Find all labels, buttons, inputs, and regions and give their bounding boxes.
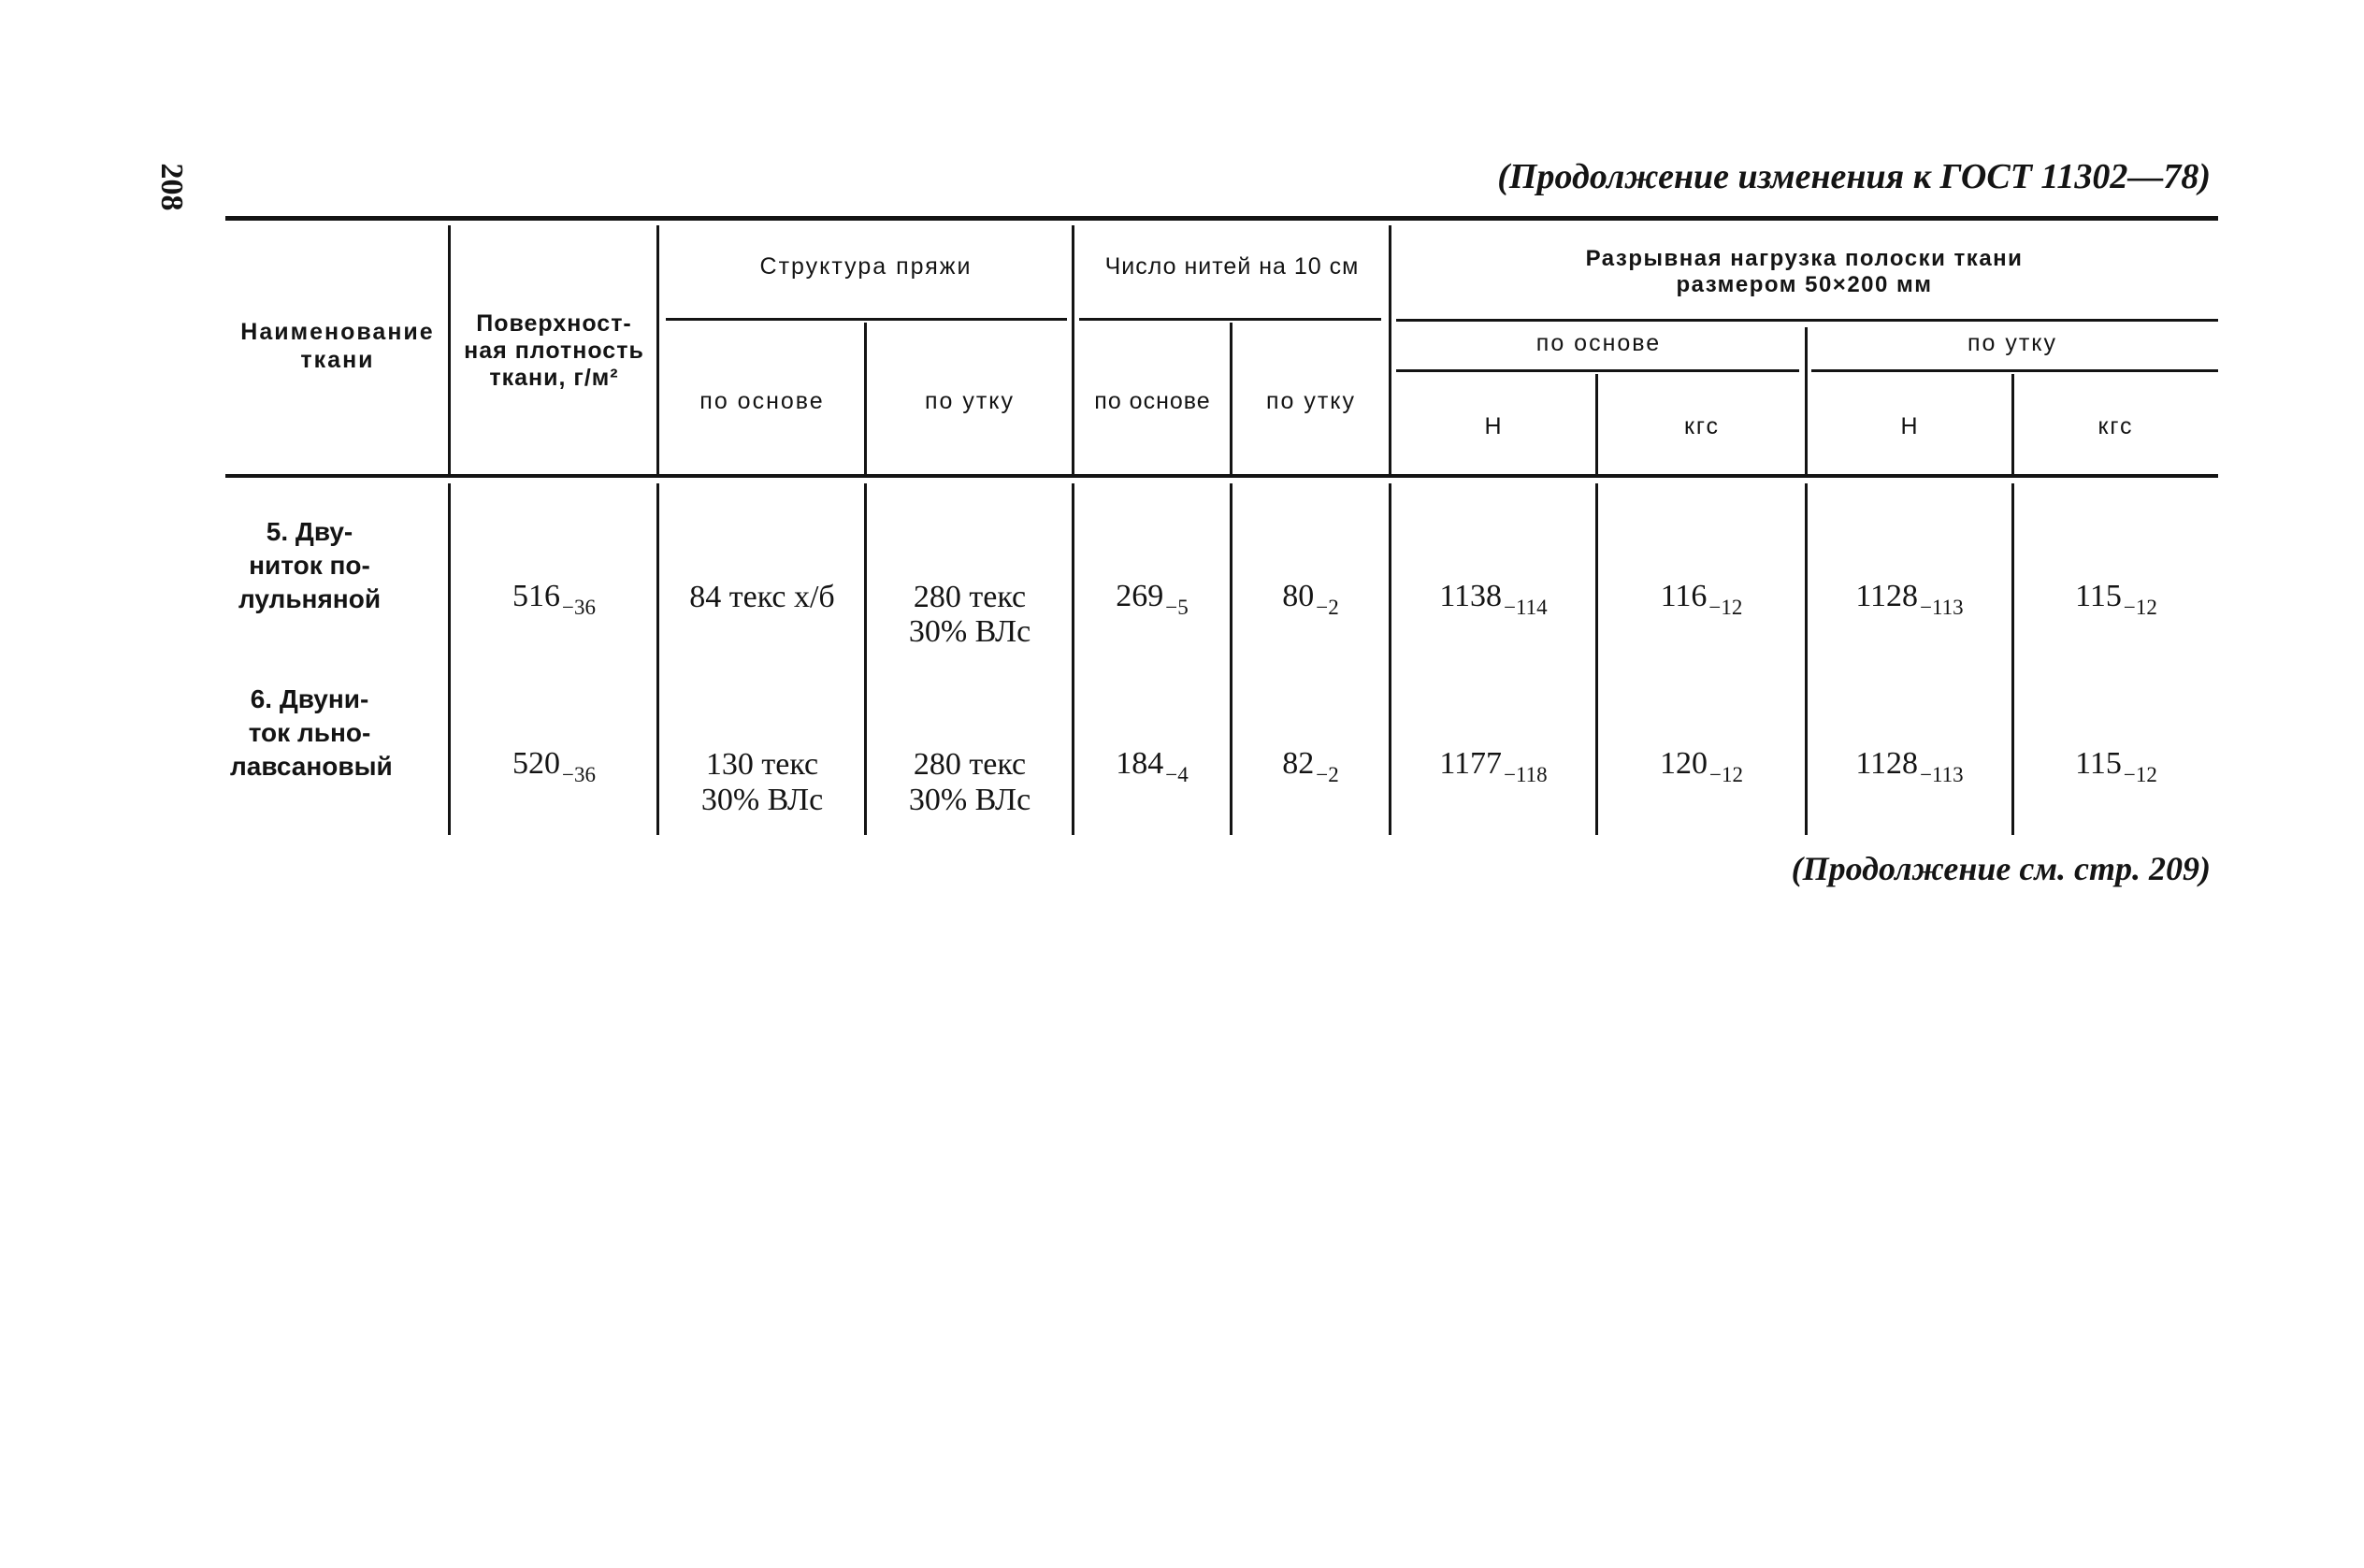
value-tolerance: −5 <box>1165 596 1189 619</box>
row-6-load-warp-kgf <box>1598 746 1805 784</box>
value-tolerance: −12 <box>1709 763 1743 786</box>
header-line: Наименование <box>240 319 435 345</box>
header-breaking-load <box>1391 246 2218 298</box>
value-tolerance: −114 <box>1504 596 1548 619</box>
header-load-warp-n: Н <box>1484 413 1504 439</box>
header-threads-weft: по утку <box>1265 388 1357 414</box>
body-vline-1 <box>448 483 451 835</box>
value-main: 1138 <box>1439 579 1503 613</box>
header-yarn-weft: по утку <box>924 388 1016 414</box>
threads-group-rule <box>1079 318 1381 321</box>
header-line: ткани <box>300 347 375 373</box>
row-5-fabric-name <box>230 515 389 616</box>
value-main: 1128 <box>1855 579 1919 613</box>
yarn-line: 30% ВЛс <box>908 783 1031 817</box>
row-5-threads-warp <box>1074 579 1230 617</box>
row-5-load-warp-n <box>1391 579 1595 617</box>
value-tolerance: −118 <box>1504 763 1548 786</box>
header-load-warp-kgf: кгс <box>1683 413 1720 439</box>
header-load-weft-kgf: кгс <box>2097 413 2134 439</box>
value-tolerance: −2 <box>1316 763 1339 786</box>
name-line: ток льно- <box>248 718 371 747</box>
table-header-bottom-rule <box>225 474 2218 478</box>
row-6-fabric-name <box>230 683 393 784</box>
row-6-load-weft-n <box>1808 746 2011 784</box>
header-load-weft-n: Н <box>1900 413 1920 439</box>
value-tolerance: −12 <box>2123 596 2157 619</box>
value-tolerance: −2 <box>1316 596 1339 619</box>
row-6-yarn-warp <box>660 747 864 818</box>
name-line: 5. Дву- <box>266 517 353 546</box>
header-load-warp: по основе <box>1535 330 1662 356</box>
yarn-line: 130 текс <box>705 747 819 782</box>
value-tolerance: −36 <box>562 763 596 786</box>
footer-note: (Продолжение см. стр. 209) <box>1791 850 2211 887</box>
value-tolerance: −36 <box>562 596 596 619</box>
yarn-line: 30% ВЛс <box>908 614 1031 649</box>
header-load-weft: по утку <box>1967 330 2058 356</box>
body-vline-3 <box>864 483 867 835</box>
name-line: ниток по- <box>249 551 370 580</box>
value-main: 115 <box>2075 579 2122 613</box>
value-main: 115 <box>2075 746 2122 781</box>
row-5-load-weft-n <box>1808 579 2011 617</box>
header-line: размером 50×200 мм <box>1676 272 1933 297</box>
page-number: 208 <box>154 163 189 211</box>
value-tolerance: −12 <box>1708 596 1743 619</box>
row-6-load-warp-n <box>1391 746 1595 784</box>
row-5-yarn-warp <box>660 580 864 614</box>
header-yarn-warp: по основе <box>699 388 825 414</box>
row-5-threads-weft <box>1232 579 1389 617</box>
value-main: 269 <box>1116 579 1164 613</box>
row-6-density <box>453 746 656 784</box>
header-yarn-structure: Структура пряжи <box>759 253 973 280</box>
header-fabric-name <box>225 318 450 374</box>
value-main: 516 <box>512 579 560 613</box>
value-main: 82 <box>1282 746 1315 781</box>
header-line: ткани, г/м² <box>489 365 619 391</box>
table-top-rule <box>225 216 2218 221</box>
header-line: ная плотность <box>464 338 644 364</box>
header-threads-warp: по основе <box>1094 388 1211 414</box>
value-main: 1177 <box>1439 746 1503 781</box>
header-line: Разрывная нагрузка полоски ткани <box>1585 246 2024 271</box>
row-5-load-weft-kgf <box>2014 579 2218 617</box>
row-5-yarn-weft <box>868 580 1072 649</box>
header-surface-density <box>450 310 658 392</box>
yarn-line: 84 текс х/б <box>689 580 835 614</box>
row-5-density <box>453 579 656 617</box>
row-5-load-warp-kgf <box>1598 579 1805 617</box>
body-vline-2 <box>656 483 659 835</box>
value-main: 1128 <box>1855 746 1919 781</box>
yarn-line: 280 текс <box>913 747 1027 782</box>
value-main: 520 <box>512 746 560 781</box>
row-6-threads-warp <box>1074 746 1230 784</box>
yarn-line: 30% ВЛс <box>700 783 824 817</box>
name-line: лавсановый <box>230 752 393 781</box>
header-note: (Продолжение изменения к ГОСТ 11302—78) <box>1497 157 2211 196</box>
load-warp-rule <box>1396 369 1799 372</box>
value-main: 184 <box>1116 746 1164 781</box>
header-line: Поверхност- <box>476 310 632 337</box>
value-main: 116 <box>1660 579 1708 613</box>
value-tolerance: −4 <box>1165 763 1189 786</box>
yarn-group-rule <box>666 318 1067 321</box>
value-tolerance: −113 <box>1920 763 1964 786</box>
load-weft-rule <box>1811 369 2218 372</box>
value-tolerance: −12 <box>2123 763 2157 786</box>
value-main: 120 <box>1660 746 1708 781</box>
value-tolerance: −113 <box>1920 596 1964 619</box>
value-main: 80 <box>1282 579 1315 613</box>
row-6-yarn-weft <box>868 747 1072 818</box>
header-thread-count: Число нитей на 10 см <box>1104 253 1360 280</box>
name-line: лульняной <box>238 584 382 613</box>
row-6-threads-weft <box>1232 746 1389 784</box>
row-6-load-weft-kgf <box>2014 746 2218 784</box>
yarn-line: 280 текс <box>913 580 1027 614</box>
load-group-rule <box>1396 319 2218 322</box>
name-line: 6. Двуни- <box>250 684 369 713</box>
